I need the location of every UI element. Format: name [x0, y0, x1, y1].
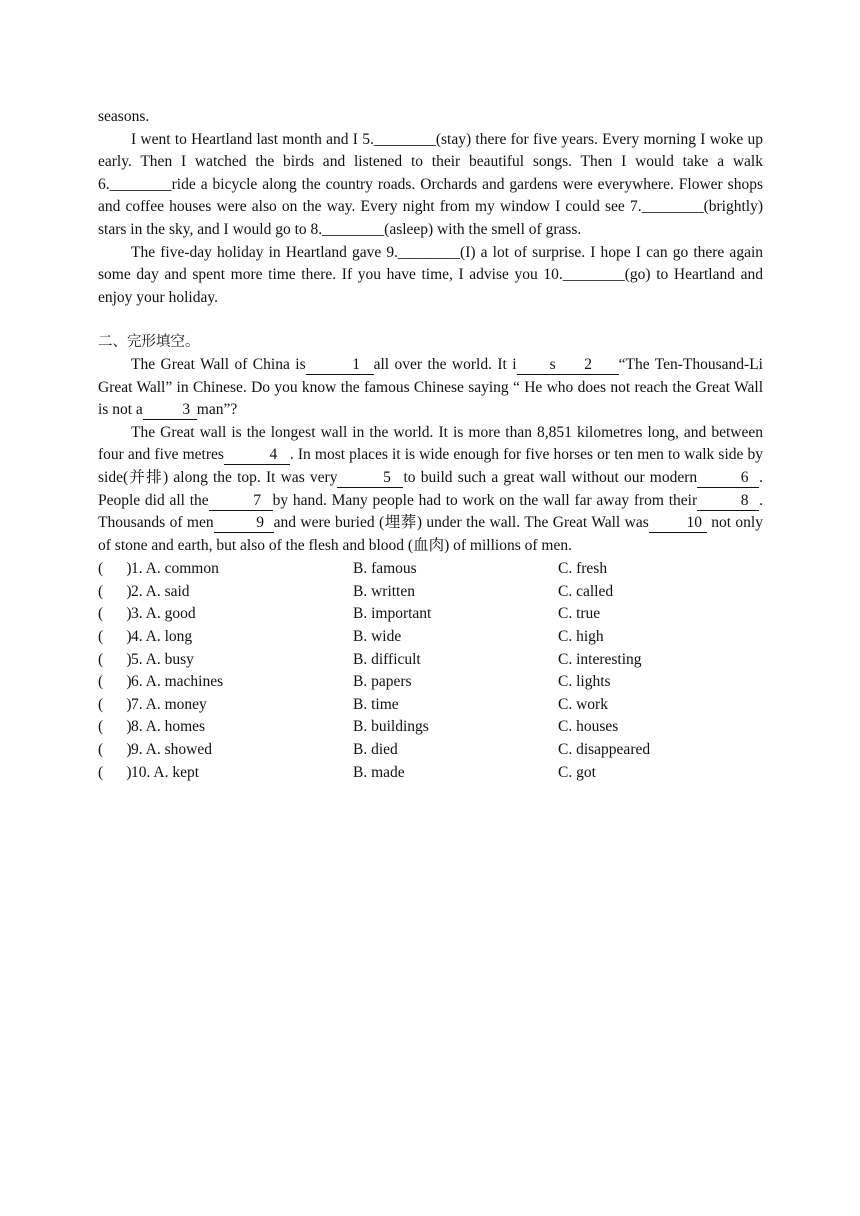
answer-parentheses: ( ): [98, 628, 132, 646]
option-row: [98, 739, 763, 762]
option-c: C. got: [558, 763, 596, 781]
option-b: B. buildings: [353, 718, 429, 736]
option-a: 1. A. common: [131, 560, 219, 578]
text-run: (brightly) stars in the sky, and I would go to 8.: [98, 198, 763, 238]
option-c: C. interesting: [558, 650, 642, 668]
option-row: [98, 581, 763, 604]
answer-parentheses: ( ): [98, 695, 132, 713]
option-row: [98, 671, 763, 694]
option-a: 9. A. showed: [131, 741, 212, 759]
text-run: all over the world. It i: [373, 355, 517, 373]
option-a: 10. A. kept: [131, 763, 200, 781]
option-b: B. important: [353, 605, 432, 623]
option-b: B. difficult: [353, 650, 421, 668]
text-run: The Great Wall of China is: [131, 355, 306, 373]
option-c: C. true: [558, 605, 601, 623]
passage1-paragraph-1: [98, 129, 763, 242]
text-run: “The Ten-Thousand-Li Great Wall” in Chinese. Do you know the famous Chinese saying “ He who does not reach the Great Wall is not a: [98, 355, 763, 419]
option-c: C. disappeared: [558, 741, 651, 759]
answer-parentheses: ( ): [98, 763, 132, 781]
answer-parentheses: ( ): [98, 582, 132, 600]
passage1-fragment: seasons.: [98, 108, 150, 125]
option-a: 4. A. long: [131, 628, 193, 646]
option-a: 8. A. homes: [131, 718, 206, 736]
option-c: C. fresh: [558, 560, 608, 578]
option-a: 3. A. good: [131, 605, 196, 623]
option-a: 6. A. machines: [131, 673, 224, 691]
option-b: B. famous: [353, 560, 417, 578]
option-c: C. high: [558, 628, 604, 646]
text-run: I went to Heartland last month and I 5.: [131, 130, 374, 148]
blank-6: ________: [109, 175, 172, 193]
text-run: (asleep) with the smell of grass.: [384, 220, 582, 238]
answer-parentheses: ( ): [98, 650, 132, 668]
option-b: B. papers: [353, 673, 412, 691]
option-row: [98, 558, 763, 581]
cloze-blank-2: 2: [525, 356, 619, 375]
option-a: 5. A. busy: [131, 650, 194, 668]
answer-parentheses: ( ): [98, 741, 132, 759]
option-row: [98, 762, 763, 785]
option-a: 2. A. said: [131, 582, 190, 600]
text-run: . Thousands of men: [98, 491, 764, 532]
option-row: [98, 649, 763, 672]
answer-parentheses: ( ): [98, 718, 132, 736]
document-content: [98, 106, 763, 784]
blank-9: ________: [398, 243, 461, 261]
text-run: (stay) there for five years. Every morning I woke up early. Then I watched the birds and listened to their beautiful songs. Then I would take a walk 6.: [98, 130, 763, 193]
cloze-blank-9: 9: [214, 514, 274, 533]
cloze-paragraph-2: [98, 422, 763, 558]
option-row: [98, 694, 763, 717]
cloze-blank-7: 7: [209, 492, 273, 511]
option-b: B. written: [353, 582, 415, 600]
blank-5: ________: [373, 130, 436, 148]
section-heading: 二、完形填空。: [98, 334, 200, 351]
option-c: C. work: [558, 695, 608, 713]
cloze-blank-6: 6: [697, 469, 759, 488]
text-run: (I) a lot of surprise. I hope I can go there again some day and spent more time there. If you have time, I advise you 10.: [98, 243, 763, 284]
cloze-blank-3: 3: [143, 401, 197, 420]
options-list: [98, 558, 763, 784]
text-run: by hand. Many people had to work on the wall far away from their: [272, 491, 698, 509]
answer-parentheses: ( ): [98, 605, 132, 623]
text-run: ride a bicycle along the country roads. Orchards and gardens were everywhere. Flower shops and coffee houses were also on the way. Every night from my window I could see 7.: [98, 175, 763, 216]
text-run: and were buried (埋葬) under the wall. The Great Wall was: [273, 514, 649, 532]
option-c: C. lights: [558, 673, 611, 691]
text-run: not only of stone and earth, but also of the flesh and blood (血肉) of millions of men.: [98, 514, 763, 554]
blank-7: ________: [641, 198, 704, 216]
blank-8: ________: [322, 220, 385, 238]
text-run: The five-day holiday in Heartland gave 9.: [131, 243, 399, 261]
text-run: (go) to Heartland and enjoy your holiday.: [98, 266, 763, 306]
blank-10: ________: [562, 266, 625, 284]
cloze-blank-4: 4: [224, 446, 290, 465]
cloze-blank-2-start: s: [517, 356, 525, 375]
cloze-blank-8: 8: [697, 492, 759, 511]
text-run: to build such a great wall without our modern: [403, 468, 698, 486]
option-b: B. wide: [353, 628, 402, 646]
text-run: . People did all the: [98, 468, 764, 509]
answer-parentheses: ( ): [98, 560, 132, 578]
cloze-blank-10: 10: [649, 514, 707, 533]
option-c: C. called: [558, 582, 614, 600]
option-b: B. died: [353, 741, 398, 759]
passage1-paragraph-2: [98, 242, 763, 310]
option-row: [98, 603, 763, 626]
option-row: [98, 626, 763, 649]
option-a: 7. A. money: [131, 695, 207, 713]
cloze-blank-5: 5: [337, 469, 403, 488]
option-c: C. houses: [558, 718, 619, 736]
text-run: . In most places it is wide enough for five horses or ten men to walk side by side(并排) along the top. It was very: [98, 446, 763, 486]
text-run: The Great wall is the longest wall in the world. It is more than 8,851 kilometres long, and between four and five metres: [98, 423, 763, 464]
option-b: B. time: [353, 695, 399, 713]
cloze-blank-1: 1: [306, 356, 374, 375]
option-row: [98, 716, 763, 739]
option-b: B. made: [353, 763, 405, 781]
cloze-paragraph-1: [98, 354, 763, 422]
text-run: man”?: [196, 401, 238, 419]
answer-parentheses: ( ): [98, 673, 132, 691]
